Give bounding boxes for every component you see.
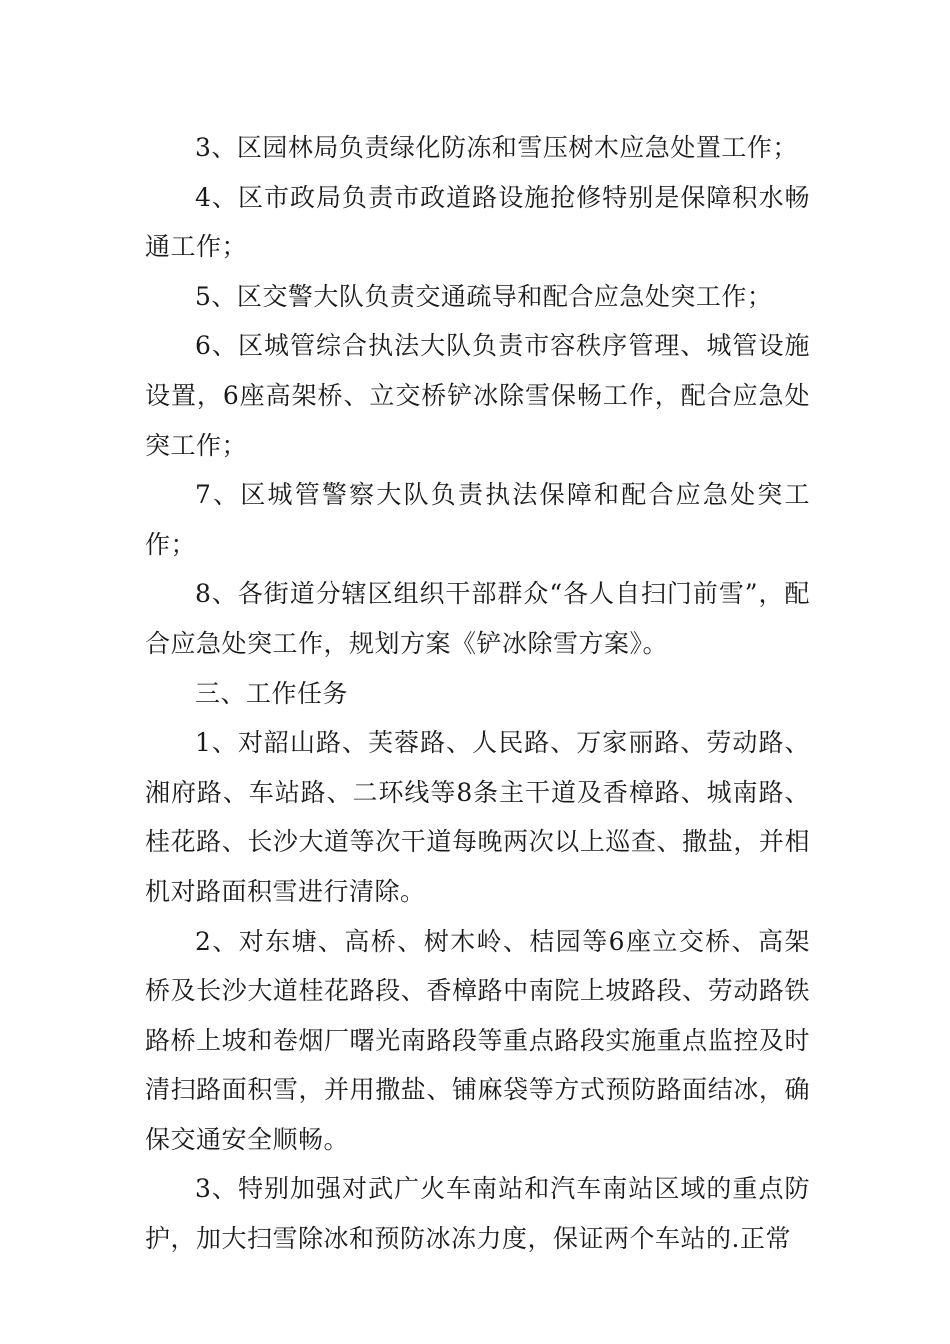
section-heading-work-tasks: 三、工作任务	[195, 678, 349, 708]
paragraph-item-8-streets: 8、各街道分辖区组织干部群众“各人自扫门前雪”，配合应急处突工作，规划方案《铲冰除雪方案》。	[145, 579, 810, 658]
paragraph-item-4-municipal: 4、区市政局负责市政道路设施抢修特别是保障积水畅通工作；	[145, 182, 810, 262]
paragraph-item-6-urban-management: 6、区城管综合执法大队负责市容秩序管理、城管设施设置，6座高架桥、立交桥铲冰除雪保畅工作，配合应急处突工作；	[145, 331, 810, 460]
paragraph-item-5-traffic-police: 5、区交警大队负责交通疏导和配合应急处突工作；	[195, 281, 773, 311]
paragraph-task-2-bridges: 2、对东塘、高桥、树木岭、桔园等6座立交桥、高架桥及长沙大道桂花路段、香樟路中南院上坡路段、劳动路铁路桥上坡和卷烟厂曙光南路段等重点路段实施重点监控及时清扫路面积雪，并用撒盐、铺麻袋等方式预防路面结冰，确保交通安全顺畅。	[145, 926, 810, 1154]
paragraph-task-3-stations: 3、特别加强对武广火车南站和汽车南站区域的重点防护，加大扫雪除冰和预防冰冻力度，保证两个车站的.正常	[145, 1174, 810, 1254]
paragraph-item-7-urban-police: 7、区城管警察大队负责执法保障和配合应急处突工作；	[145, 480, 810, 559]
paragraph-item-3-forestry: 3、区园林局负责绿化防冻和雪压树木应急处置工作；	[195, 133, 798, 162]
document-body	[145, 123, 810, 1264]
paragraph-task-1-main-roads: 1、对韶山路、芙蓉路、人民路、万家丽路、劳动路、湘府路、车站路、二环线等8条主干道及香樟路、城南路、桂花路、长沙大道等次干道每晚两次以上巡查、撒盐，并相机对路面积雪进行清除。	[145, 728, 810, 906]
